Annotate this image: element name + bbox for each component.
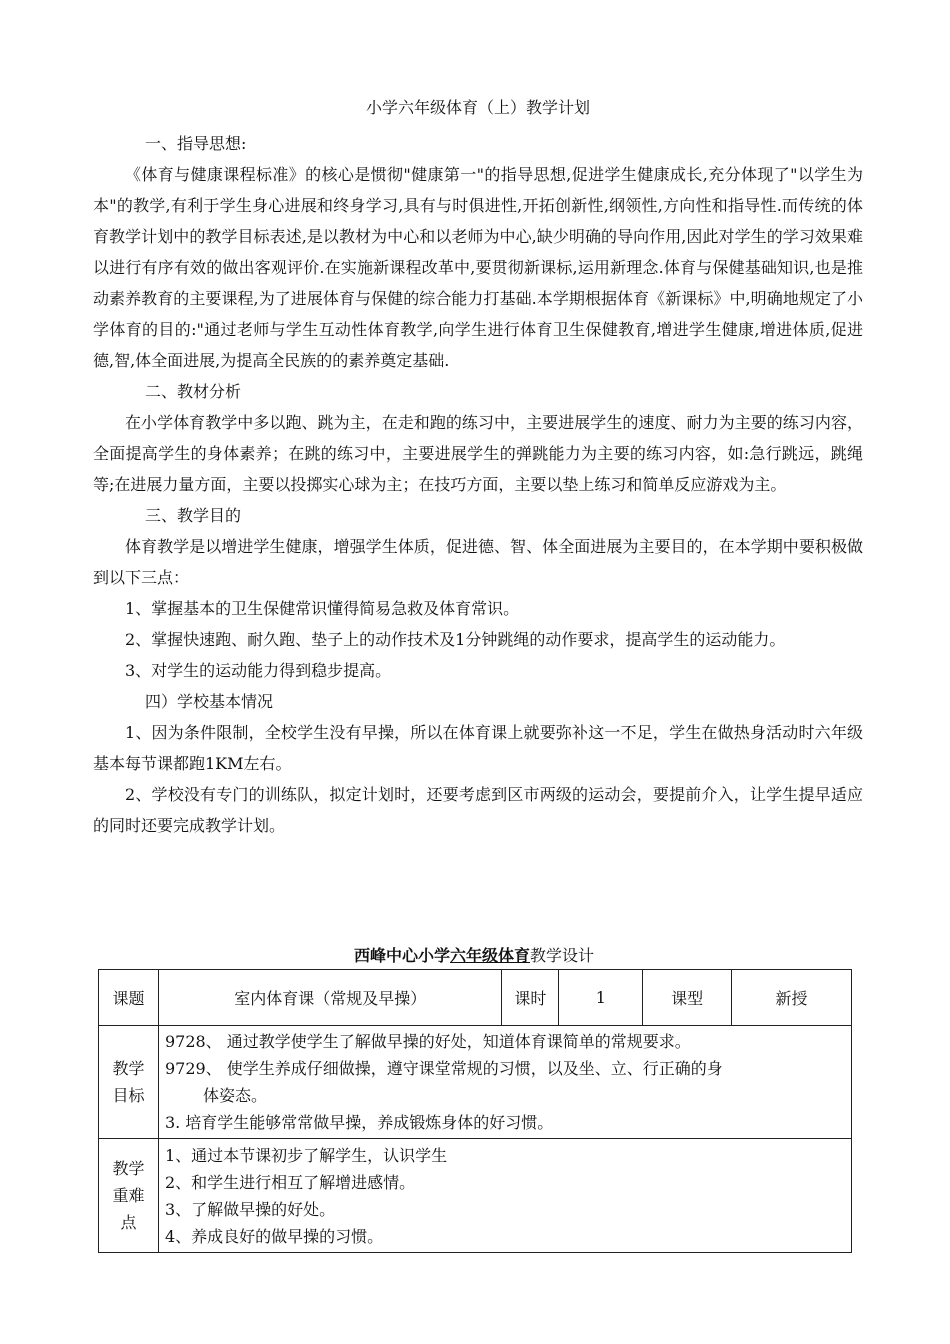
table-row bbox=[99, 970, 852, 1026]
section-heading-guiding-ideology: 一、指导思想: bbox=[145, 134, 247, 153]
section-body-teaching-goals: 体育教学是以增进学生健康，增强学生体质，促进德、智、体全面进展为主要目的，在本学期中要积极做到以下三点： bbox=[93, 537, 863, 587]
lesson-design-table bbox=[98, 969, 852, 1253]
goal-line: 3. 培育学生能够常常做早操，养成锻炼身体的好习惯。 bbox=[164, 1113, 554, 1132]
teaching-goal-item: 2、掌握快速跑、耐久跑、垫子上的动作技术及1分钟跳绳的动作要求，提高学生的运动能力。 bbox=[125, 630, 786, 649]
section-heading-school-situation: 四）学校基本情况 bbox=[145, 692, 274, 711]
document-title: 小学六年级体育（上）教学计划 bbox=[365, 98, 590, 117]
grade-subject: 六年级体育 bbox=[449, 946, 530, 965]
label-goals: 教学目标 bbox=[112, 1059, 145, 1105]
label-goals-cell bbox=[99, 1026, 159, 1139]
lesson-plan-document bbox=[93, 96, 863, 841]
label-key-points: 教学重难点 bbox=[112, 1159, 145, 1232]
key-point-line: 3、了解做早操的好处。 bbox=[164, 1199, 336, 1219]
goal-line: 9729、 使学生养成仔细做操，遵守课堂常规的习惯，以及坐、立、行正确的身 bbox=[164, 1059, 723, 1078]
label-type: 课型 bbox=[643, 970, 732, 1026]
goal-line: 9728、 通过教学使学生了解做早操的好处，知道体育课简单的常规要求。 bbox=[164, 1032, 691, 1051]
key-points-cell bbox=[158, 1139, 851, 1253]
teaching-goal-item: 3、对学生的运动能力得到稳步提高。 bbox=[125, 661, 392, 680]
value-type: 新授 bbox=[732, 970, 852, 1026]
section-heading-teaching-goals: 三、教学目的 bbox=[145, 506, 242, 525]
table-row bbox=[99, 1026, 852, 1139]
key-point-line: 4、养成良好的做早操的习惯。 bbox=[164, 1226, 384, 1246]
design-label: 教学设计 bbox=[530, 946, 595, 965]
label-key-points-cell bbox=[99, 1139, 159, 1253]
label-topic: 课题 bbox=[99, 970, 159, 1026]
section-body-material-analysis: 在小学体育教学中多以跑、跳为主，在走和跑的练习中，主要进展学生的速度、耐力为主要的练习内容，全面提高学生的身体素养；在跳的练习中，主要进展学生的弹跳能力为主要的练习内容，如:急行跳远，跳绳等;在进展力量方面，主要以投掷实心球为主；在技巧方面，主要以垫上练习和简单反应游戏为主。 bbox=[93, 413, 863, 494]
section-body-guiding-ideology: 《体育与健康课程标准》的核心是惯彻"健康第一"的指导思想,促进学生健康成长,充分体现了"以学生为本"的教学,有利于学生身心进展和终身学习,具有与时俱进性,开拓创新性,纲领性,方向性和指导性.而传统的体育教学计划中的教学目标表述,是以教材为中心和以老师为中心,缺少明确的导向作用,因此对学生的学习效果难以进行有序有效的做出客观评价.在实施新课程改革中,要贯彻新课标,运用新理念.体育与保健基础知识,也是推动素养教育的主要课程,为了进展体育与保健的综合能力打基础.本学期根据体育《新课标》中,明确地规定了小学体育的目的:"通过老师与学生互动性体育教学,向学生进行体育卫生保健教育,增进学生健康,增进体质,促进德,智,体全面进展,为提高全民族的的素养奠定基础. bbox=[93, 165, 863, 370]
teaching-goal-item: 1、掌握基本的卫生保健常识懂得简易急救及体育常识。 bbox=[125, 599, 520, 618]
school-situation-item: 2、学校没有专门的训练队，拟定计划时，还要考虑到区市两级的运动会，要提前介入，让学生提早适应的同时还要完成教学计划。 bbox=[93, 785, 863, 835]
value-hours: 1 bbox=[559, 970, 643, 1026]
section-heading-material-analysis: 二、教材分析 bbox=[145, 382, 242, 401]
table-row bbox=[99, 1139, 852, 1253]
key-point-line: 2、和学生进行相互了解增进感情。 bbox=[164, 1172, 416, 1192]
school-name: 西峰中心小学 bbox=[353, 946, 450, 965]
lesson-design-title bbox=[93, 944, 855, 968]
key-point-line: 1、通过本节课初步了解学生，认识学生 bbox=[164, 1145, 448, 1165]
goal-line: 体姿态。 bbox=[202, 1086, 267, 1105]
label-hours: 课时 bbox=[502, 970, 559, 1026]
value-topic: 室内体育课（常规及早操） bbox=[158, 970, 502, 1026]
school-situation-item: 1、因为条件限制，全校学生没有早操，所以在体育课上就要弥补这一不足，学生在做热身活动时六年级基本每节课都跑1KM左右。 bbox=[93, 723, 863, 773]
goals-cell bbox=[158, 1026, 851, 1139]
